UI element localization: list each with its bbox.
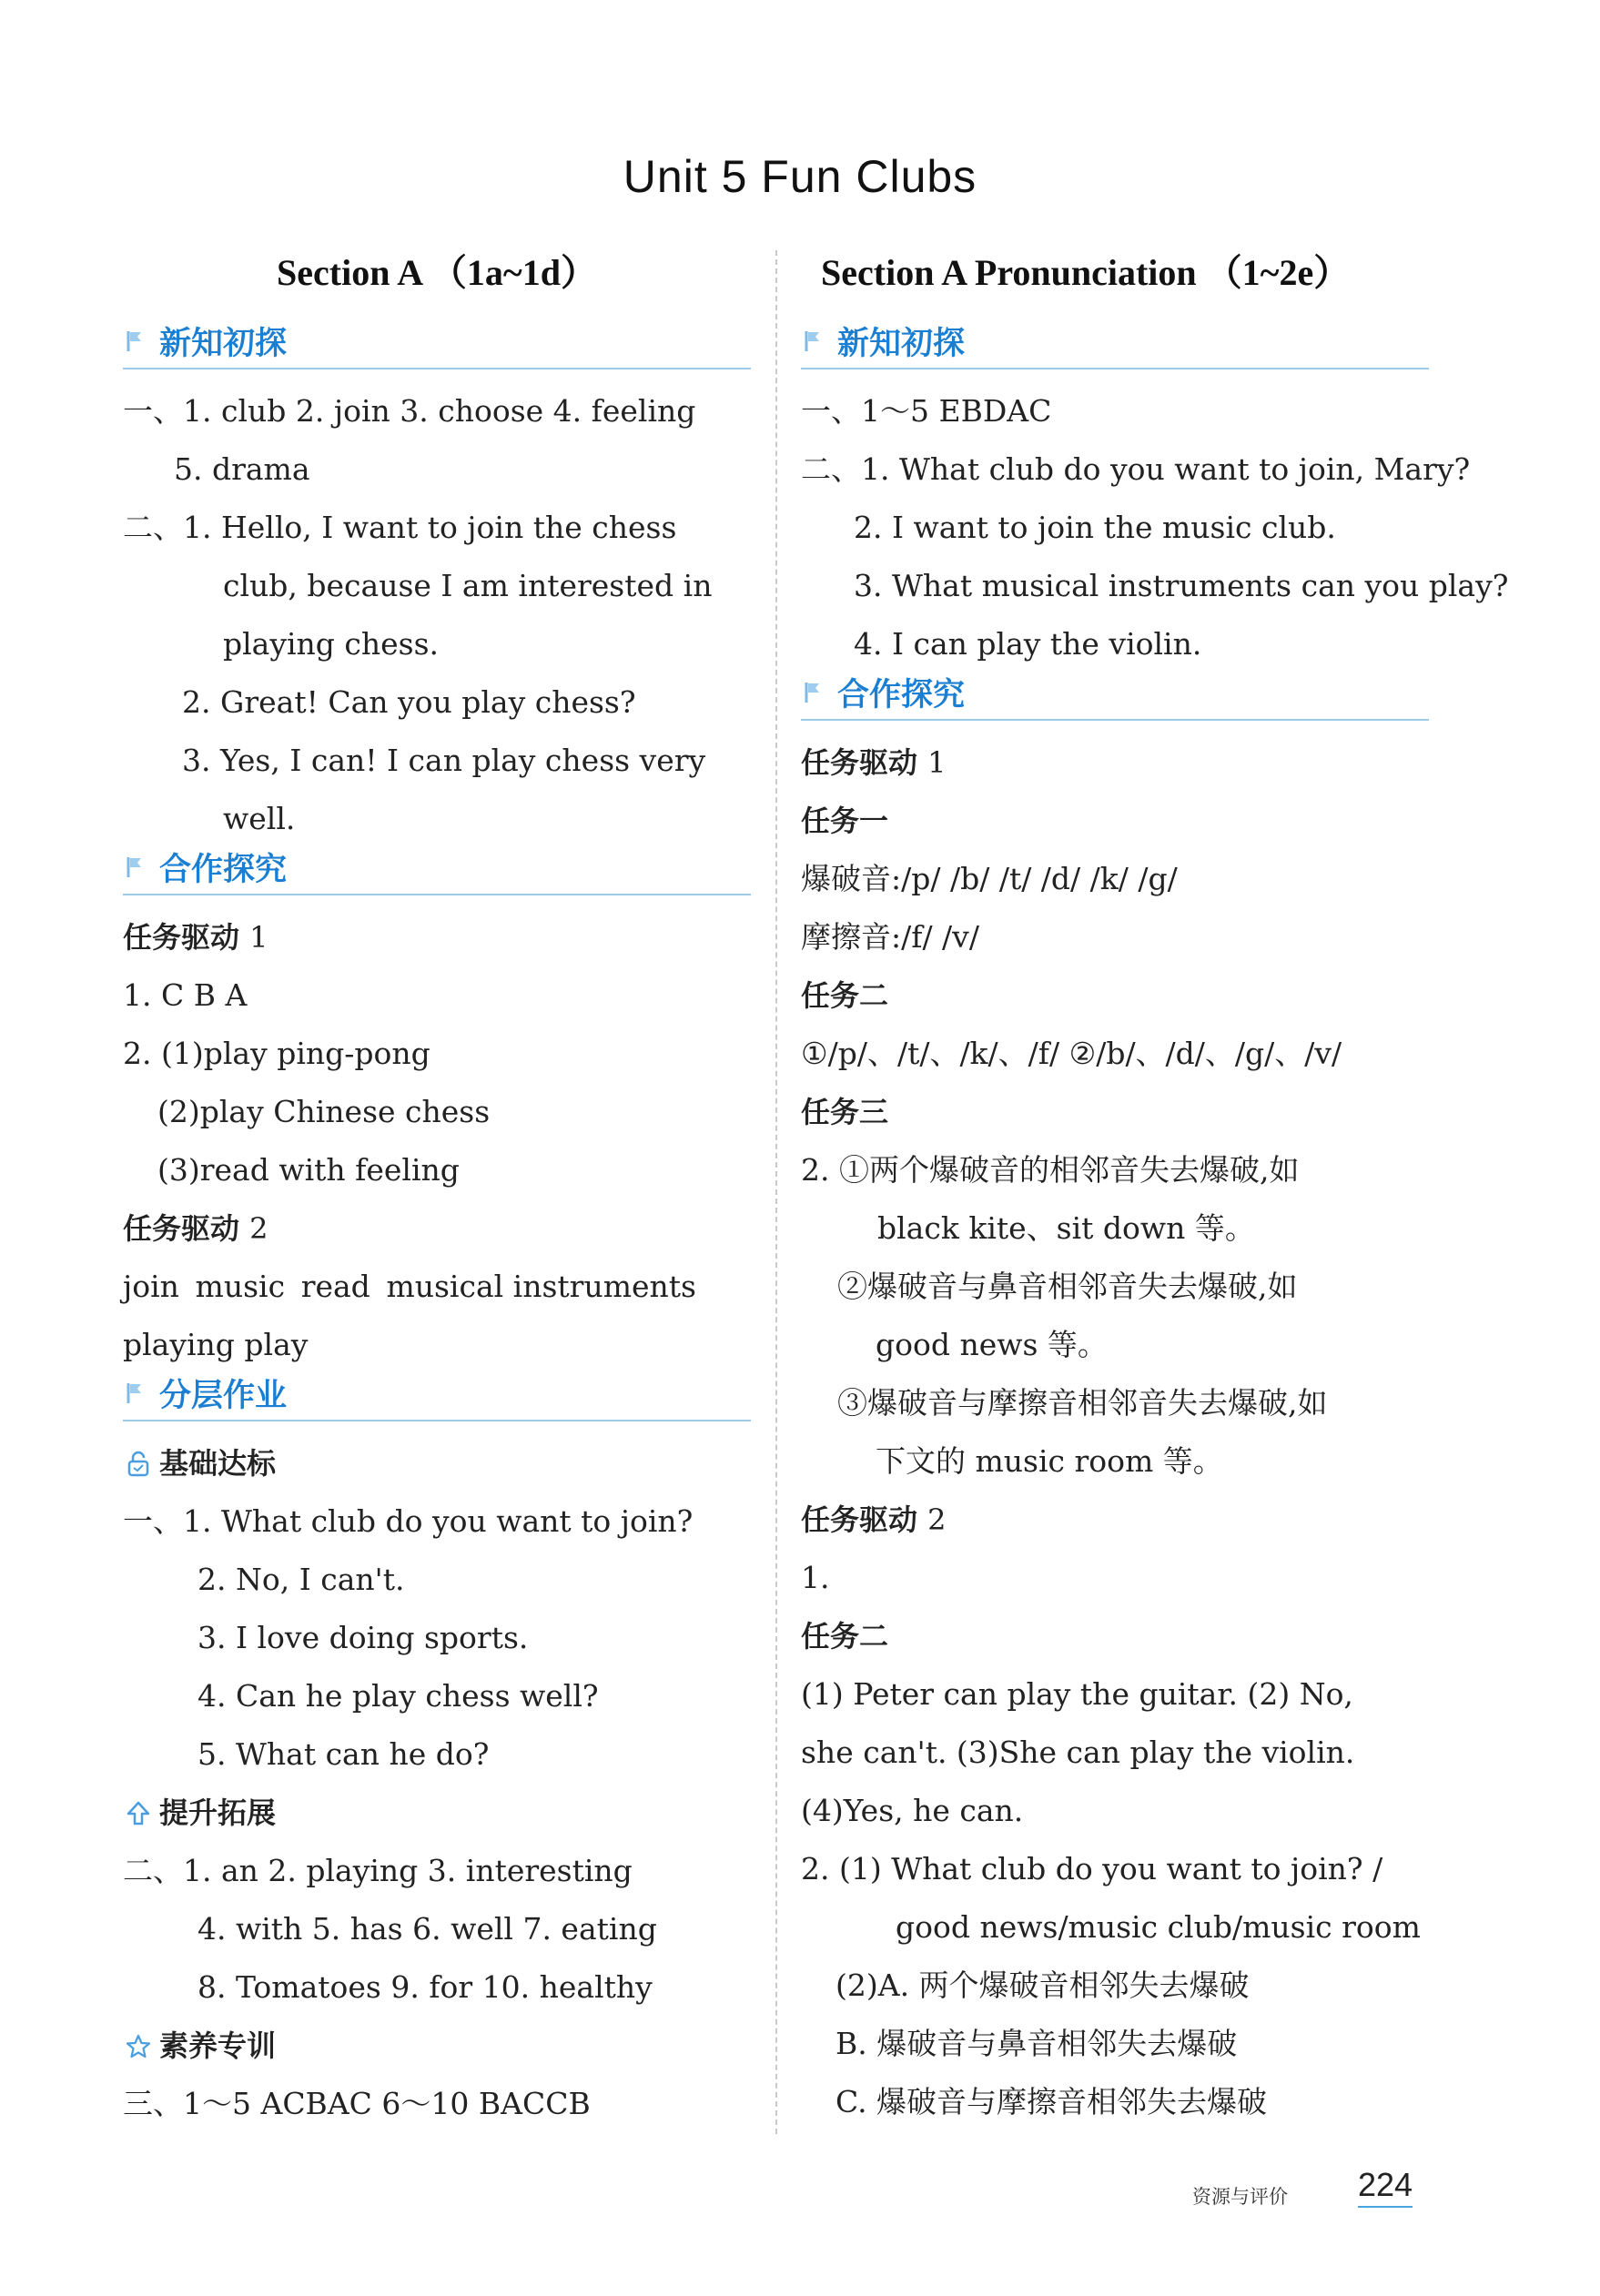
subheading-extend: 提升拓展 (123, 1784, 751, 1842)
answer-line: 2. ①两个爆破音的相邻音失去爆破,如 (801, 1152, 1300, 1188)
answer-line: (4)Yes, he can. (801, 1793, 1024, 1828)
right-section-title: Section A Pronunciation （1~2e） (821, 252, 1351, 293)
right-heading-new-knowledge: 新知初探 (801, 322, 1429, 369)
answer-line: 2. Great! Can you play chess? (182, 684, 636, 720)
answer-line: 4. Can he play chess well? (197, 1678, 599, 1714)
left-column (123, 246, 751, 2133)
answer-line: club, because I am interested in (223, 568, 713, 603)
answer-line: (1) Peter can play the guitar. (2) No, (801, 1676, 1353, 1712)
answer-line: 二、1. What club do you want to join, Mary? (801, 451, 1471, 487)
flag-icon (127, 855, 145, 879)
task-label: 任务驱动 1 (123, 920, 268, 955)
answer-line: 1. C B A (123, 977, 248, 1013)
answer-line: 二、1. Hello, I want to join the chess (123, 510, 677, 545)
star-icon (125, 2033, 152, 2060)
answer-line: 爆破音:/p/ /b/ /t/ /d/ /k/ /g/ (801, 861, 1178, 896)
answer-line: ③爆破音与摩擦音相邻音失去爆破,如 (837, 1385, 1328, 1421)
task-label: 任务一 (801, 804, 889, 838)
answer-line: playing chess. (223, 626, 440, 662)
flag-icon (127, 329, 145, 353)
answer-line: 2. (1)play ping-pong (123, 1036, 430, 1071)
answer-line: 二、1. an 2. playing 3. interesting (123, 1853, 633, 1888)
left-section-title: Section A （1a~1d） (277, 252, 597, 293)
task-label: 任务驱动 1 (801, 745, 947, 780)
subheading-literacy: 素养专训 (123, 2017, 751, 2075)
page-title: Unit 5 Fun Clubs (623, 151, 977, 202)
answer-line: 5. What can he do? (197, 1736, 490, 1772)
answer-line: 三、1～5 ACBAC 6～10 BACCB (123, 2086, 591, 2121)
flag-icon (127, 1381, 145, 1405)
left-heading-new-knowledge: 新知初探 (123, 322, 751, 369)
answer-line: good news 等。 (876, 1327, 1108, 1362)
answer-line: 2. I want to join the music club. (854, 510, 1336, 545)
answer-line: ②爆破音与鼻音相邻音失去爆破,如 (837, 1269, 1298, 1304)
answer-line: (2)play Chinese chess (157, 1094, 491, 1129)
answer-line: 4. I can play the violin. (854, 626, 1202, 662)
page-number: 224 (1358, 2166, 1413, 2208)
left-heading-cooperation: 合作探究 (123, 848, 751, 895)
answer-line: 一、1. What club do you want to join? (123, 1503, 694, 1539)
answer-line: 8. Tomatoes 9. for 10. healthy (197, 1969, 653, 2005)
task-label: 任务二 (801, 978, 889, 1013)
flag-icon (805, 329, 823, 353)
task-label: 任务驱动 2 (801, 1502, 947, 1537)
answer-line: 2. (1) What club do you want to join? / (801, 1851, 1383, 1886)
answer-line: 3. Yes, I can! I can play chess very (182, 743, 706, 778)
answer-line: join music read musical instruments (123, 1269, 696, 1304)
right-heading-cooperation: 合作探究 (801, 673, 1429, 721)
answer-line: black kite、sit down 等。 (877, 1210, 1255, 1246)
answer-line: 一、1. club 2. join 3. choose 4. feeling (123, 393, 696, 429)
footer-label: 资源与评价 (1192, 2186, 1288, 2208)
lock-icon (125, 1451, 152, 1478)
answer-line: playing play (123, 1327, 309, 1362)
arrow-up-icon (125, 1800, 152, 1827)
flag-icon (805, 681, 823, 704)
subheading-basic: 基础达标 (123, 1434, 751, 1492)
answer-line: 3. What musical instruments can you play? (854, 568, 1509, 603)
answer-line: ①/p/、/t/、/k/、/f/ ②/b/、/d/、/g/、/v/ (801, 1036, 1342, 1071)
answer-line: she can't. (3)She can play the violin. (801, 1735, 1355, 1770)
answer-line: well. (223, 801, 296, 836)
answer-line: 2. No, I can't. (197, 1562, 405, 1597)
answer-line: (3)read with feeling (157, 1152, 460, 1188)
right-column (801, 246, 1509, 2131)
answer-line: 一、1～5 EBDAC (801, 393, 1052, 429)
answer-line: 下文的 music room 等。 (876, 1443, 1223, 1479)
task-label: 任务驱动 2 (123, 1211, 268, 1246)
task-label: 任务二 (801, 1619, 889, 1654)
answer-line: good news/music club/music room (896, 1909, 1421, 1945)
column-divider (775, 250, 777, 2134)
answer-line: (2)A. 两个爆破音相邻失去爆破 (835, 1967, 1250, 2003)
task-label: 任务三 (801, 1095, 889, 1129)
answer-line: C. 爆破音与摩擦音相邻失去爆破 (835, 2084, 1268, 2119)
answer-line: 摩擦音:/f/ /v/ (801, 919, 979, 955)
answer-line: 5. drama (174, 451, 310, 487)
answer-line: 1. (801, 1560, 830, 1595)
answer-line: 4. with 5. has 6. well 7. eating (197, 1911, 657, 1947)
answer-line: B. 爆破音与鼻音相邻失去爆破 (835, 2026, 1238, 2061)
answer-line: 3. I love doing sports. (197, 1620, 529, 1655)
left-heading-homework: 分层作业 (123, 1374, 751, 1421)
